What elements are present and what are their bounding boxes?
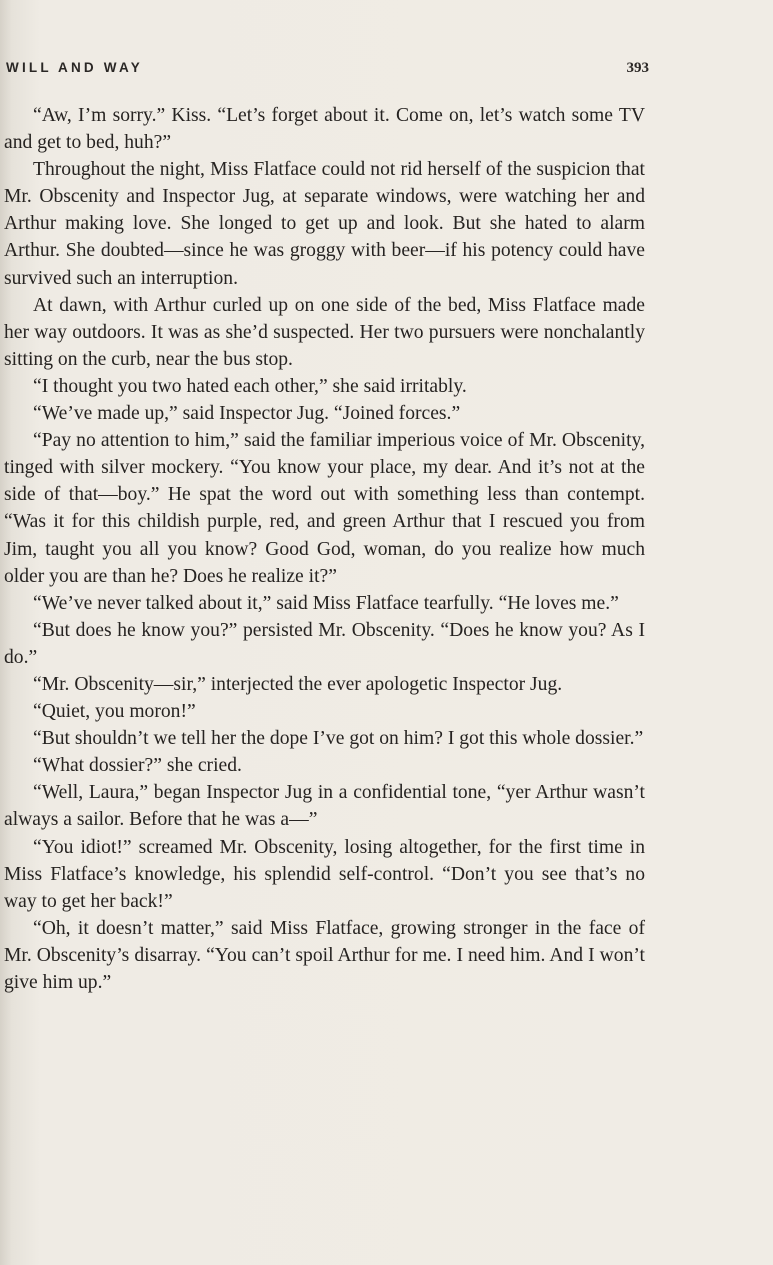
paragraph: “You idiot!” screamed Mr. Obscenity, losing altogether, for the first time in Miss Flatface’s knowledge, his splendid self-control. “Don’t you see that’s no way to get her back!” [4, 836, 645, 912]
paragraph: “Oh, it doesn’t matter,” said Miss Flatface, growing stronger in the face of Mr. Obscenity’s disarray. “You can’t spoil Arthur for me. I need him. And I won’t give him up.” [4, 917, 645, 993]
paragraph: “But shouldn’t we tell her the dope I’ve got on him? I got this whole dossier.” [33, 728, 644, 750]
page-number: 393 [626, 60, 649, 76]
paragraph: “We’ve never talked about it,” said Miss Flatface tearfully. “He loves me.” [33, 592, 619, 614]
running-head [6, 60, 649, 80]
paragraph: At dawn, with Arthur curled up on one side of the bed, Miss Flatface made her way outdoors. It was as she’d suspected. Her two pursuers were nonchalantly sitting on the curb, near the bus stop. [4, 294, 645, 370]
paragraph: “We’ve made up,” said Inspector Jug. “Joined forces.” [33, 403, 461, 425]
paragraph: Throughout the night, Miss Flatface could not rid herself of the suspicion that Mr. Obscenity and Inspector Jug, at separate windows, were watching her and Arthur making love. She longed to get up and look. But she hated to alarm Arthur. She doubted—since he was groggy with beer—if his potency could have survived such an interruption. [4, 159, 645, 289]
paragraph: “What dossier?” she cried. [33, 755, 242, 777]
paragraph: “Quiet, you moron!” [33, 701, 196, 723]
paragraph: “But does he know you?” persisted Mr. Obscenity. “Does he know you? As I do.” [4, 619, 645, 668]
paragraph: “Well, Laura,” began Inspector Jug in a confidential tone, “yer Arthur wasn’t always a sailor. Before that he was a—” [4, 782, 645, 831]
running-head-title: WILL AND WAY [6, 60, 143, 75]
body-text [4, 102, 645, 996]
paragraph: “I thought you two hated each other,” she said irritably. [33, 375, 467, 397]
paragraph: “Pay no attention to him,” said the familiar imperious voice of Mr. Obscenity, tinged with silver mockery. “You know your place, my dear. And it’s not at the side of that—boy.” He spat the word out with something less than contempt. “Was it for this childish purple, red, and green Arthur that I rescued you from Jim, taught you all you know? Good God, woman, do you realize how much older you are than he? Does he realize it?” [4, 430, 645, 587]
paragraph: “Mr. Obscenity—sir,” interjected the ever apologetic Inspector Jug. [33, 673, 563, 695]
paragraph: “Aw, I’m sorry.” Kiss. “Let’s forget about it. Come on, let’s watch some TV and get to bed, huh?” [4, 105, 645, 154]
